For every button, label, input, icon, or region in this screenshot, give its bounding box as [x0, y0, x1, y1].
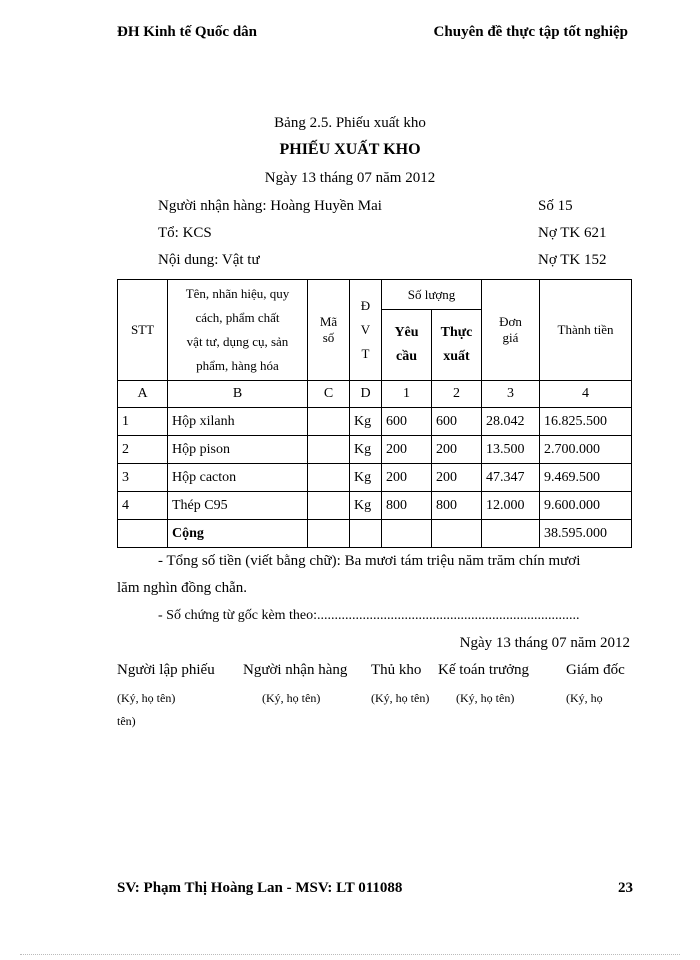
signer-receiver: Người nhận hàng — [243, 662, 348, 678]
amount-in-words-line2: lăm nghìn đồng chẵn. — [117, 580, 247, 596]
receiver-line: Người nhận hàng: Hoàng Huyền Mai — [158, 198, 382, 214]
header-code: Mã số — [308, 280, 350, 381]
debit-account: Nợ TK 621 — [538, 225, 607, 241]
table-caption: Bảng 2.5. Phiếu xuất kho — [274, 115, 426, 131]
team-line: Tổ: KCS — [158, 225, 212, 241]
signer-director: Giám đốc — [566, 662, 625, 678]
signer-storekeeper: Thủ kho — [371, 662, 422, 678]
sign-note-continued: tên) — [117, 714, 136, 728]
attached-documents: - Số chứng từ gốc kèm theo:........................................................................... — [158, 608, 580, 623]
header-item-name: Tên, nhãn hiệu, quy cách, phẩm chất vật tư, dụng cụ, sản phẩm, hàng hóa — [168, 280, 308, 381]
sign-note: (Ký, họ tên) — [117, 691, 176, 705]
table-row: 2 Hộp pison Kg 200 200 13.500 2.700.000 — [118, 436, 632, 464]
total-amount: 38.595.000 — [540, 520, 632, 548]
header-report-title: Chuyên đề thực tập tốt nghiệp — [433, 24, 628, 40]
header-qty-requested: Yêu cầu — [382, 310, 432, 381]
sign-note: (Ký, họ tên) — [262, 691, 321, 705]
header-university: ĐH Kinh tế Quốc dân — [117, 24, 258, 40]
slip-number: Số 15 — [538, 198, 573, 214]
letter-cell: A — [118, 381, 168, 408]
signature-date: Ngày 13 tháng 07 năm 2012 — [459, 635, 630, 651]
footer-student: SV: Phạm Thị Hoàng Lan - MSV: LT 011088 — [117, 880, 403, 896]
sign-note: (Ký, họ tên) — [456, 691, 515, 705]
letter-cell: C — [308, 381, 350, 408]
table-row: 3 Hộp cacton Kg 200 200 47.347 9.469.500 — [118, 464, 632, 492]
header-qty-actual: Thực xuất — [432, 310, 482, 381]
total-label: Cộng — [168, 520, 308, 548]
slip-title: PHIẾU XUẤT KHO — [279, 141, 421, 158]
letter-cell: D — [350, 381, 382, 408]
letter-cell: 4 — [540, 381, 632, 408]
signer-chief-accountant: Kế toán trưởng — [438, 662, 530, 678]
page-number: 23 — [618, 880, 633, 896]
page-bottom-divider — [20, 954, 680, 955]
table-row: 4 Thép C95 Kg 800 800 12.000 9.600.000 — [118, 492, 632, 520]
sign-note: (Ký, họ — [566, 691, 603, 705]
slip-date: Ngày 13 tháng 07 năm 2012 — [264, 170, 436, 186]
content-line: Nội dung: Vật tư — [158, 252, 260, 268]
total-row — [118, 520, 632, 548]
letter-cell: 1 — [382, 381, 432, 408]
amount-in-words-line1: - Tổng số tiền (viết bằng chữ): Ba mươi tám triệu năm trăm chín mươi — [158, 553, 581, 569]
sign-note: (Ký, họ tên) — [371, 691, 430, 705]
credit-account: Nợ TK 152 — [538, 252, 607, 268]
letter-cell: 2 — [432, 381, 482, 408]
signer-preparer: Người lập phiếu — [117, 662, 215, 678]
letter-cell: 3 — [482, 381, 540, 408]
header-quantity: Số lượng — [382, 280, 482, 310]
letter-cell: B — [168, 381, 308, 408]
table-row: 1 Hộp xilanh Kg 600 600 28.042 16.825.500 — [118, 408, 632, 436]
header-stt: STT — [118, 280, 168, 381]
header-unit-price: Đơn giá — [482, 280, 540, 381]
header-unit: Đ V T — [350, 280, 382, 381]
issue-slip-table — [117, 279, 632, 548]
header-amount: Thành tiền — [540, 280, 632, 381]
